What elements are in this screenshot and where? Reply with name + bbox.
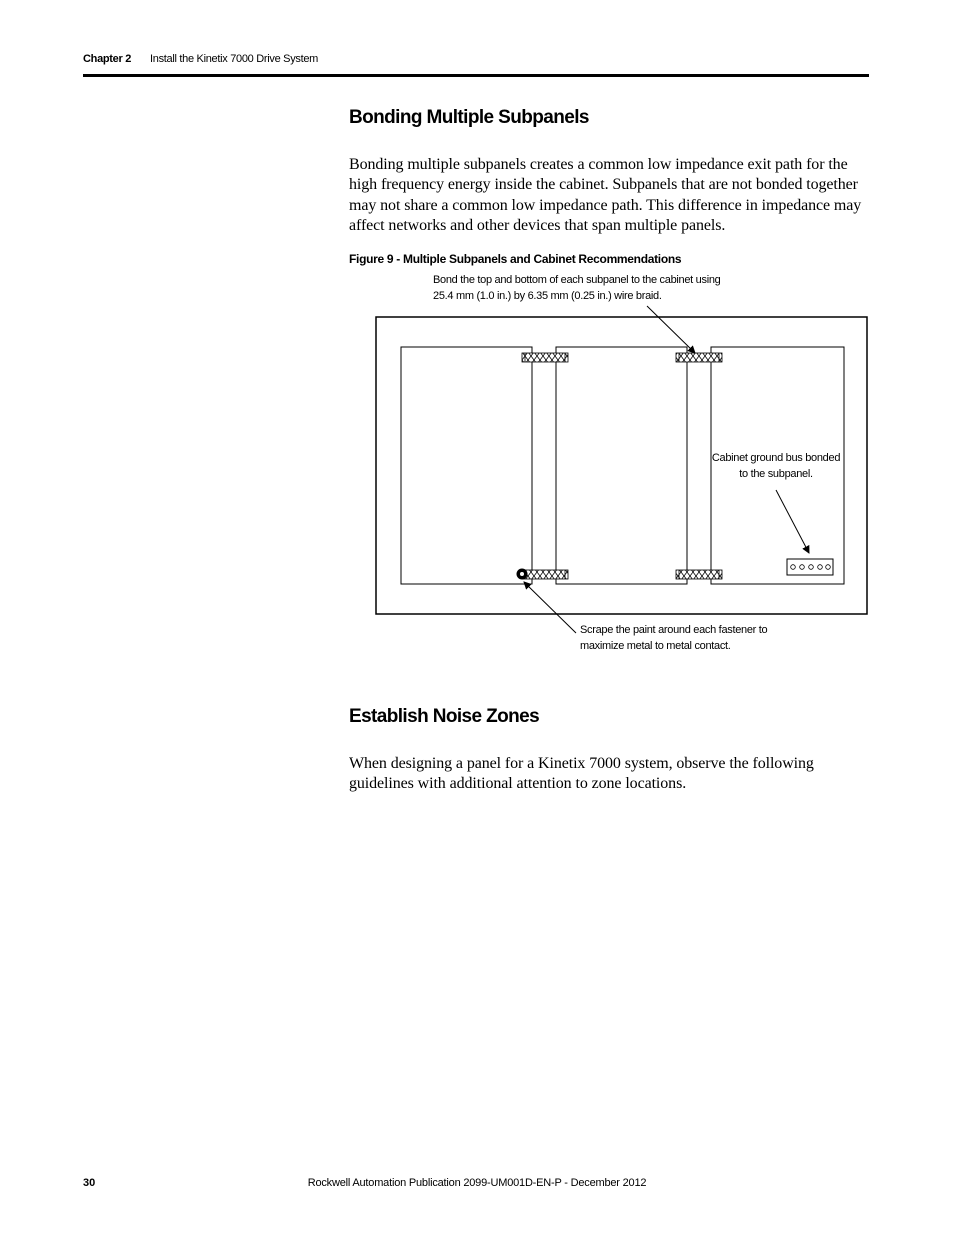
braid-bottom-right	[676, 570, 722, 579]
publication-info: Rockwell Automation Publication 2099-UM001D-EN-P - December 2012	[307, 1177, 647, 1189]
section-heading-noise-zones: Establish Noise Zones	[349, 706, 540, 727]
subpanel-left	[401, 347, 532, 584]
braid-top-left	[522, 353, 568, 362]
section-body-noise-zones: When designing a panel for a Kinetix 7000 system, observe the following guidelines with additional attention to zone locations.	[349, 755, 814, 793]
braid-top-right	[676, 353, 722, 362]
braid-bottom-left	[522, 570, 568, 579]
callout-scrape-paint: Scrape the paint around each fastener to maximize metal to metal contact.	[580, 624, 768, 652]
chapter-title: Install the Kinetix 7000 Drive System	[150, 53, 319, 65]
page-number: 30	[83, 1177, 96, 1189]
chapter-label: Chapter 2	[83, 53, 132, 65]
subpanel-middle	[556, 347, 687, 584]
figure-caption: Figure 9 - Multiple Subpanels and Cabinet Recommendations	[349, 252, 682, 266]
section-heading-bonding: Bonding Multiple Subpanels	[349, 107, 589, 128]
callout-ground-bus: Cabinet ground bus bonded to the subpanel.	[711, 452, 841, 480]
callout-braid: Bond the top and bottom of each subpanel to the cabinet using 25.4 mm (1.0 in.) by 6.35 mm (0.25 in.) wire braid.	[433, 274, 721, 302]
section-body-bonding: Bonding multiple subpanels creates a common low impedance exit path for the high frequency energy inside the cabinet. Subpanels that are not bonded together may not share a common low impedance path. This difference in impedance may affect networks and other devices that span multiple panels.	[349, 156, 862, 234]
